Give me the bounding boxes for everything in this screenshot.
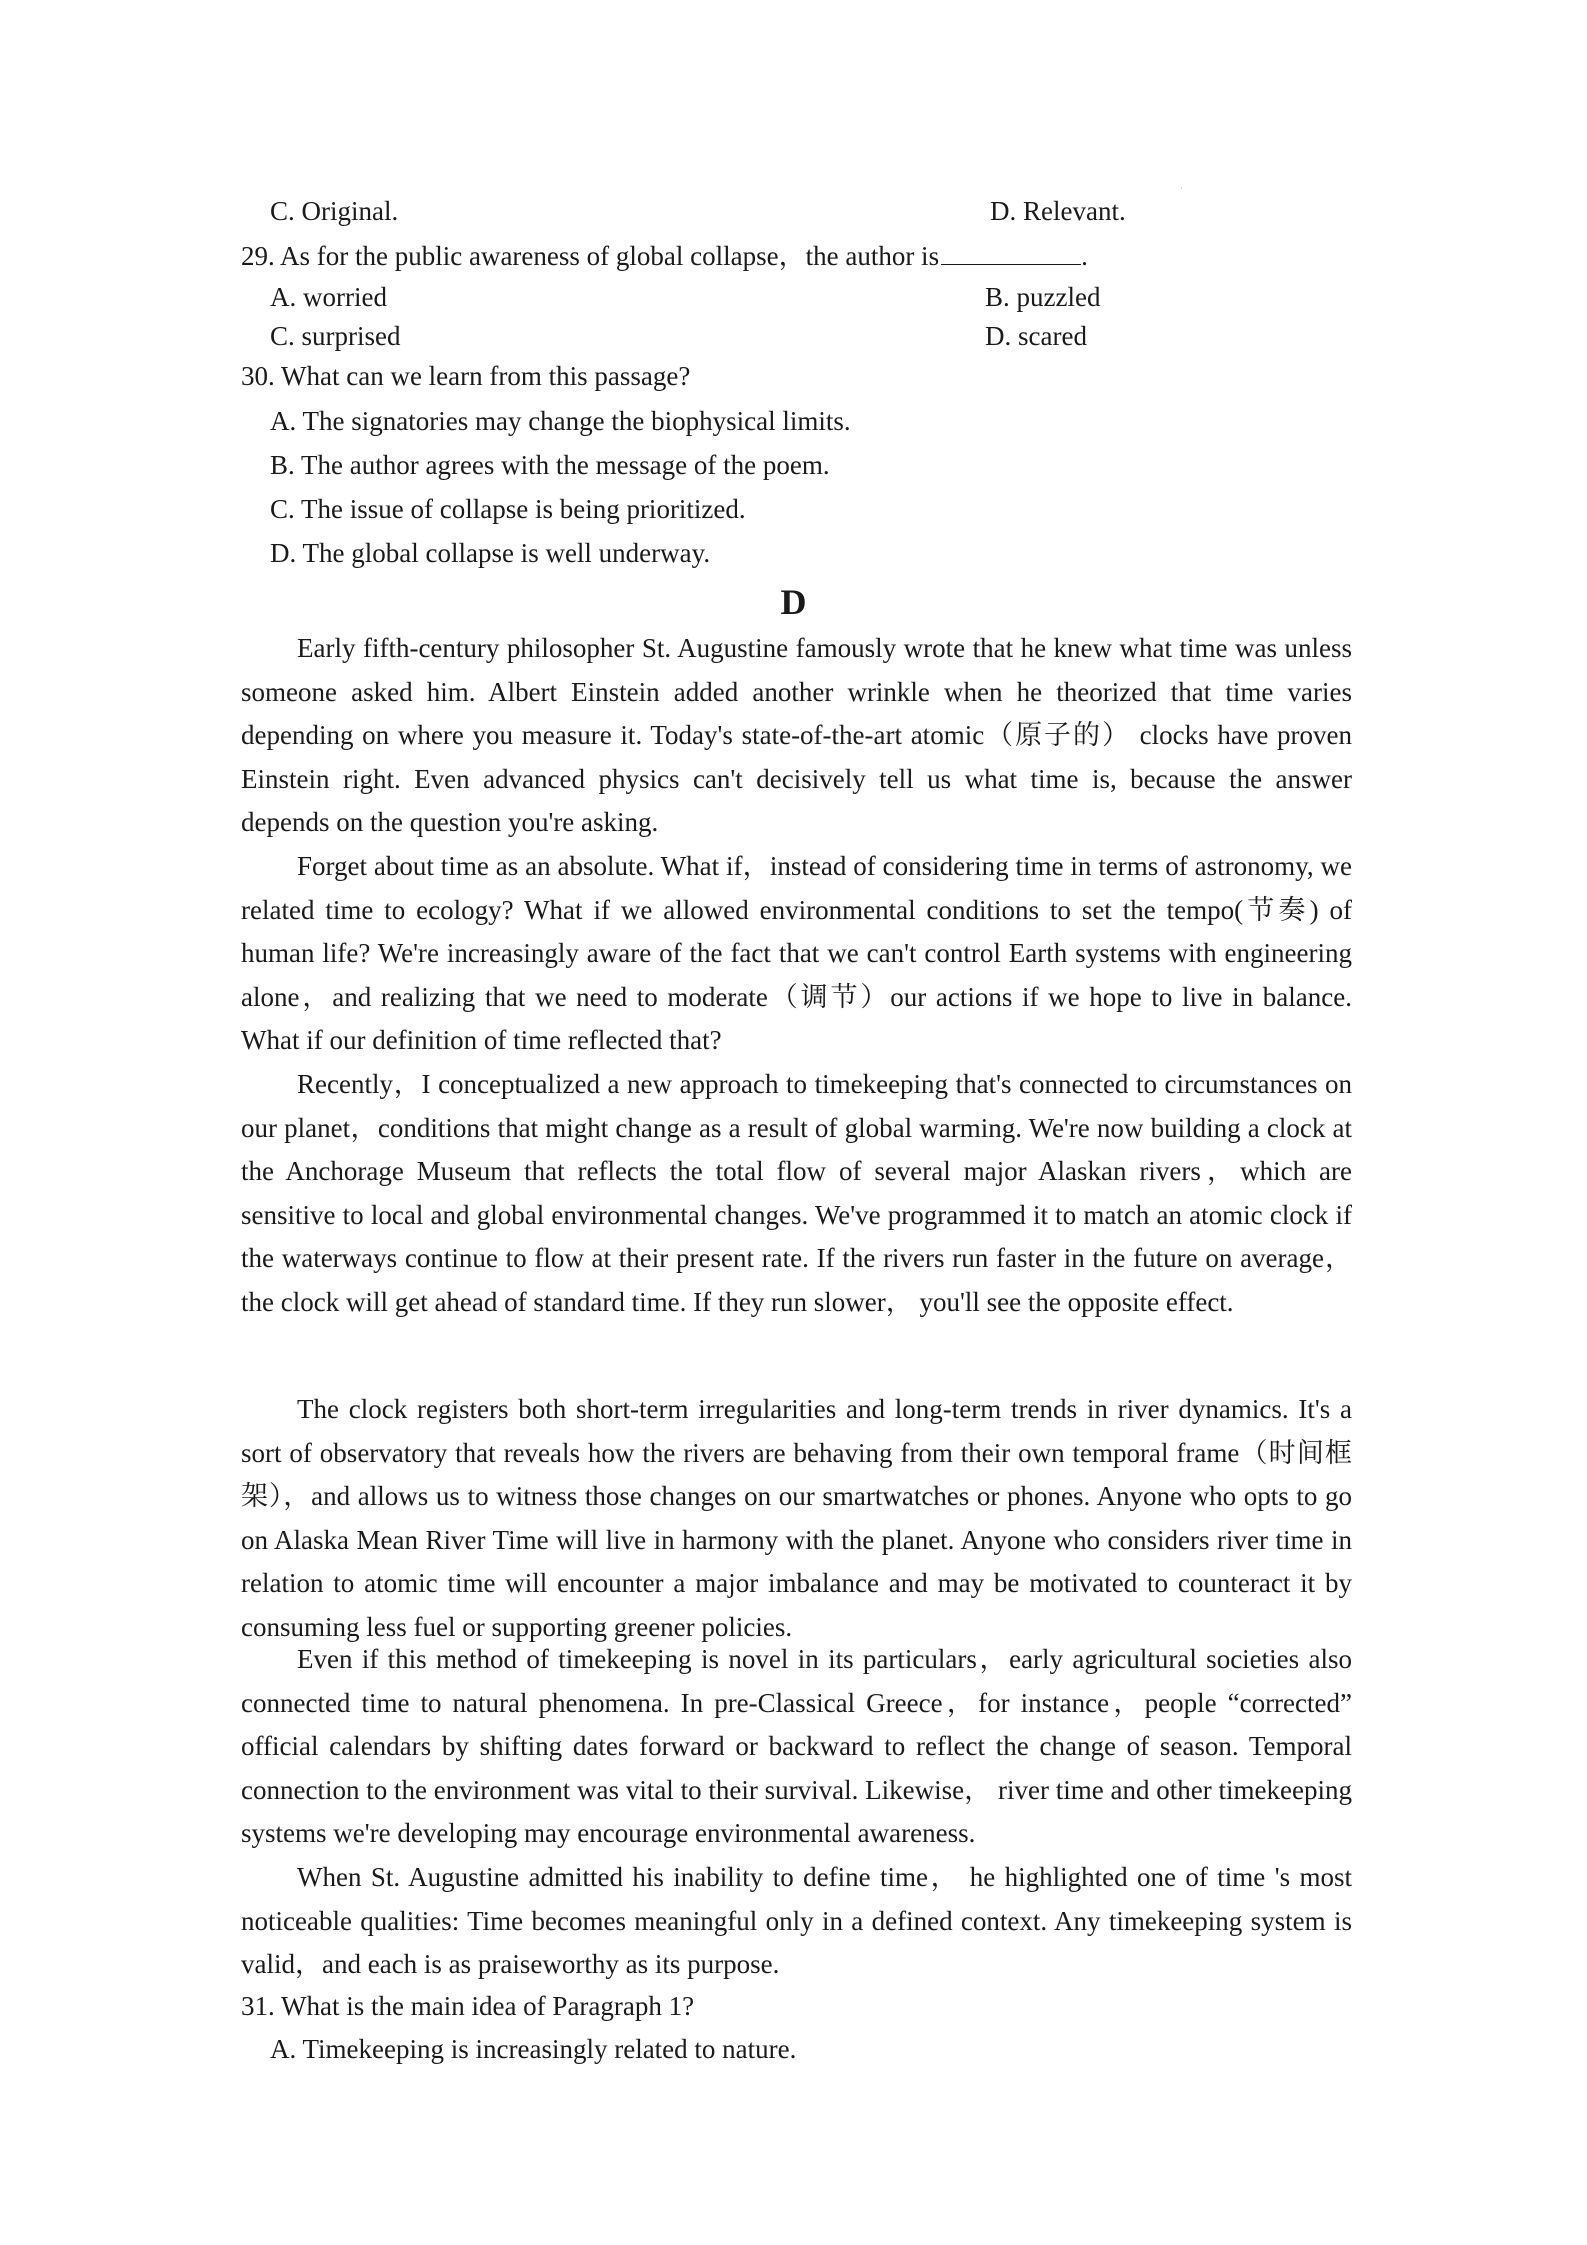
q28-option-c: C. Original. — [270, 196, 399, 226]
passage-paragraph-4: The clock registers both short-term irregularities and long-term trends in river dynamics. It's a sort of observatory that reveals how the rivers are behaving from their own temporal frame（时间框架），and allows us to witness those changes on our smartwatches or phones. Anyone who opts to go on Alaska Mean River Time will live in harmony with the planet. Anyone who considers river time in relation to atomic time will encounter a major imbalance and may be motivated to counteract it by consuming less fuel or supporting greener policies. — [241, 1394, 1352, 1642]
section-title: D — [780, 582, 807, 622]
q29-stem-text: 29. As for the public awareness of global collapse，the author is — [241, 241, 940, 271]
q30-stem: 30. What can we learn from this passage? — [241, 361, 691, 391]
q31-option-a: A. Timekeeping is increasingly related to nature. — [270, 2034, 797, 2064]
passage-paragraph-5: Even if this method of timekeeping is novel in its particulars，early agricultural societies also connected time to natural phenomena. In pre-Classical Greece，for instance，people “corrected” official calendars by shifting dates forward or backward to reflect the change of season. Temporal connection to the environment was vital to their survival. Likewise， river time and other timekeeping systems we're developing may encourage environmental awareness. — [241, 1644, 1352, 1849]
q29-option-a: A. worried — [270, 282, 387, 312]
q29-option-c: C. surprised — [270, 321, 401, 351]
q29-option-b: B. puzzled — [985, 282, 1101, 312]
q30-option-b: B. The author agrees with the message of the poem. — [270, 450, 830, 480]
q28-option-d: D. Relevant. — [990, 196, 1126, 226]
stray-mark: · — [1180, 184, 1183, 193]
q30-option-a: A. The signatories may change the biophysical limits. — [270, 406, 851, 436]
q29-stem — [241, 242, 1088, 270]
q31-stem: 31. What is the main idea of Paragraph 1? — [241, 1991, 695, 2021]
passage-paragraph-6: When St. Augustine admitted his inability to define time， he highlighted one of time 's most noticeable qualities: Time becomes meaningful only in a defined context. Any timekeeping system is valid，and each is as praiseworthy as its purpose. — [241, 1862, 1352, 1980]
q30-option-d: D. The global collapse is well underway. — [270, 538, 711, 568]
q29-option-d: D. scared — [985, 321, 1087, 351]
q29-stem-end: . — [1081, 241, 1088, 271]
passage-paragraph-2: Forget about time as an absolute. What if，instead of considering time in terms of astronomy, we related time to ecology? What if we allowed environmental conditions to set the tempo(节奏) of human life? We're increasingly aware of the fact that we can't control Earth systems with engineering alone，and realizing that we need to moderate（调节）our actions if we hope to live in balance. What if our definition of time reflected that? — [241, 851, 1352, 1056]
q30-option-c: C. The issue of collapse is being prioritized. — [270, 494, 746, 524]
q29-answer-blank — [941, 242, 1081, 265]
passage-paragraph-1: Early fifth-century philosopher St. Augustine famously wrote that he knew what time was unless someone asked him. Albert Einstein added another wrinkle when he theorized that time varies depending on where you measure it. Today's state-of-the-art atomic（原子的） clocks have proven Einstein right. Even advanced physics can't decisively tell us what time is, because the answer depends on the question you're asking. — [241, 633, 1352, 838]
passage-paragraph-3: Recently，I conceptualized a new approach to timekeeping that's connected to circumstances on our planet，conditions that might change as a result of global warming. We're now building a clock at the Anchorage Museum that reflects the total flow of several major Alaskan rivers，which are sensitive to local and global environmental changes. We've programmed it to match an atomic clock if the waterways continue to flow at their present rate. If the rivers run faster in the future on average， the clock will get ahead of standard time. If they run slower， you'll see the opposite effect. — [241, 1069, 1352, 1317]
